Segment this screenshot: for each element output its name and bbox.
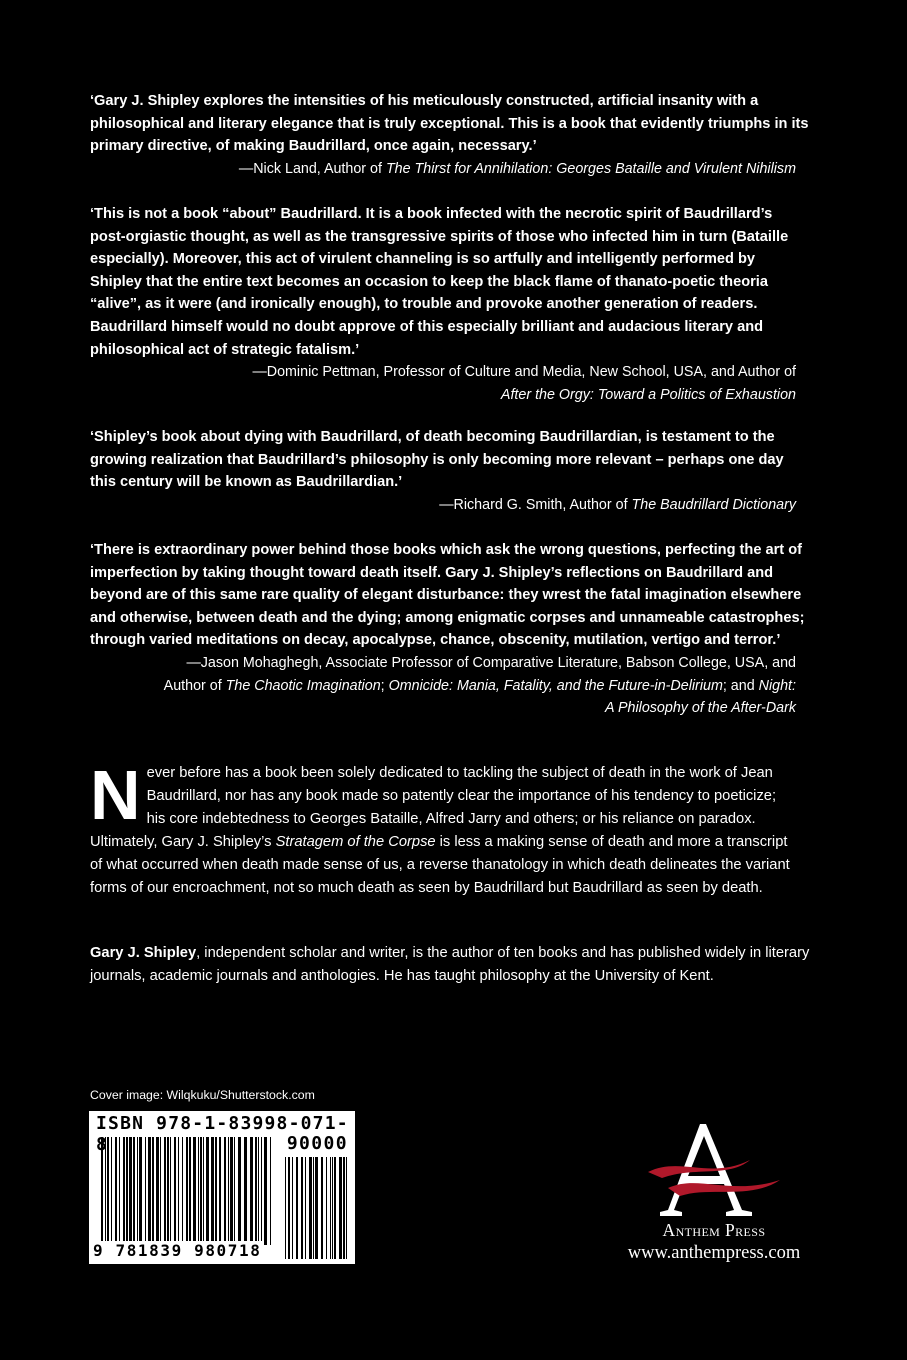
- quote-text: ‘Shipley’s book about dying with Baudrillard, of death becoming Baudrillardian, is testament to the growing realization that Baudrillard’s philosophy is only becoming more relevant – perhaps one day this century will be known as Baudrillardian.’: [90, 429, 784, 491]
- quote-attribution: [90, 361, 796, 406]
- quote-text: ‘There is extraordinary power behind those books which ask the wrong questions, perfecting the art of imperfection by taking thought toward death itself. Gary J. Shipley’s reflections on Baudrillard and beyond are of this same rare quality of elegant disturbance: they wrest the fatal imagination elsewhere and otherwise, between death and the dying; among enigmatic corpses and unnameable catastrophes; through varied meditations on decay, apocalypse, chance, obscenity, mutilation, vertigo and terror.’: [90, 542, 805, 649]
- anthem-a-logo-icon: [640, 1118, 788, 1218]
- review-quote-2: [90, 203, 810, 406]
- author-name: Gary J. Shipley: [90, 945, 197, 961]
- drop-cap: N: [90, 756, 141, 834]
- attribution-author: —Nick Land, Author of: [238, 160, 386, 177]
- ean-number: 9 781839 980718: [93, 1241, 262, 1260]
- attribution-book-title: The Thirst for Annihilation: Georges Bataille and Virulent Nihilism: [385, 160, 796, 177]
- cover-image-credit: Cover image: Wilqkuku/Shutterstock.com: [90, 1088, 315, 1102]
- price-addon-code: 90000: [286, 1133, 348, 1154]
- isbn-barcode: [89, 1111, 355, 1264]
- review-quote-4: [90, 539, 810, 720]
- attribution-book-title: The Chaotic Imagination: [225, 677, 381, 694]
- attribution-separator: ; and: [722, 677, 759, 694]
- review-quote-3: [90, 426, 810, 516]
- attribution-book-title: After the Orgy: Toward a Politics of Exhaustion: [500, 386, 796, 403]
- quote-attribution: [90, 494, 796, 517]
- isbn-label: ISBN 978-1-83998-071-8: [96, 1113, 349, 1155]
- attribution-separator: ;: [380, 677, 389, 694]
- attribution-author: —Dominic Pettman, Professor of Culture and Media, New School, USA, and Author of: [252, 364, 796, 381]
- review-quote-1: [90, 90, 810, 180]
- attribution-book-title: The Baudrillard Dictionary: [631, 496, 796, 513]
- author-bio: [90, 942, 810, 988]
- attribution-book-title: Omnicide: Mania, Fatality, and the Future-in-Delirium: [388, 677, 723, 694]
- book-description: [90, 756, 798, 900]
- description-book-title: Stratagem of the Corpse: [275, 834, 436, 850]
- publisher-url: www.anthempress.com: [627, 1243, 801, 1263]
- description-text: is less a making sense of death and more a transcript of what occurred when death made sense of us, a reverse thanatology in which death delineates the variant forms of our encroachment, not so much death as seen by Baudrillard but Baudrillard as seen by death.: [90, 834, 790, 896]
- attribution-book-title: A Philosophy of the After-Dark: [605, 700, 796, 717]
- quote-text: ‘This is not a book “about” Baudrillard. It is a book infected with the necrotic spirit of Baudrillard’s post-orgiastic thought, as well as the transgressive spirits of those who infected him in turn (Bataille especially). Moreover, this act of virulent channeling is so artfully and intelligently performed by Shipley that the entire text becomes an occasion to keep the black flame of thanato-poetic theoria “alive”, as it were (and ironically enough), to trouble and provoke another generation of readers. Baudrillard himself would no doubt approve of this especially brilliant and audacious literary and philosophical act of strategic fatalism.’: [90, 206, 789, 358]
- attribution-prefix: Author of: [163, 677, 226, 694]
- attribution-author: —Richard G. Smith, Author of: [439, 496, 632, 513]
- attribution-author: —Jason Mohaghegh, Associate Professor of Comparative Literature, Babson College, USA, and: [186, 654, 796, 671]
- description-text: ever before has a book been solely dedicated to tackling the subject of death in the work of Jean Baudrillard, nor has any book made so patently clear the importance of his tendency to poeticize; his core indebtedness to Georges Bataille, Alfred Jarry and others; or his reliance on paradox. Ultimately, Gary J. Shipley’s: [90, 765, 777, 850]
- quote-attribution: [90, 158, 796, 181]
- attribution-book-title: Night:: [758, 677, 796, 694]
- quote-text: ‘Gary J. Shipley explores the intensities of his meticulously constructed, artificial insanity with a philosophical and literary elegance that is truly exceptional. This is a book that evidently triumphs in its primary directive, of making Baudrillard, once again, necessary.’: [90, 93, 809, 155]
- quote-attribution: [90, 652, 796, 720]
- author-bio-text: , independent scholar and writer, is the author of ten books and has published widely in literary journals, academic journals and anthologies. He has taught philosophy at the University of Kent.: [90, 945, 810, 984]
- publisher-name: Anthem Press: [662, 1220, 766, 1240]
